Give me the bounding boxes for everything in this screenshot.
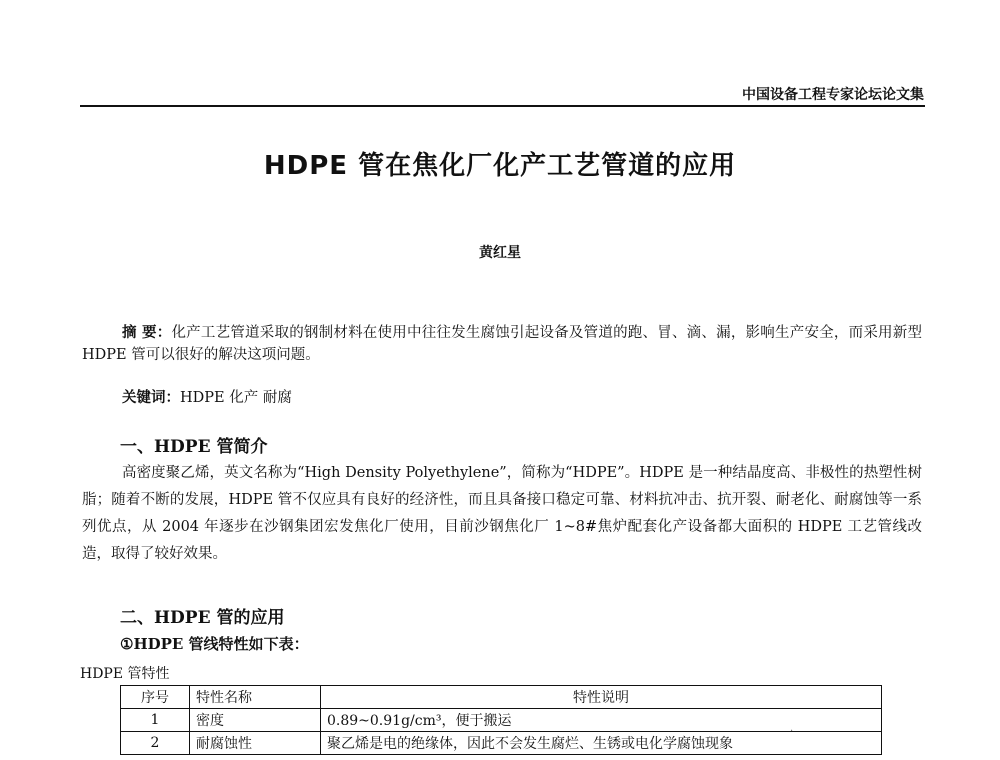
- section-1-body: 高密度聚乙烯，英文名称为“High Density Polyethylene”，简称为“HDPE”。HDPE 是一种结晶度高、非极性的热塑性树脂；随着不断的发展，HDPE 管不仅应具有良好的经济性，而且具备接口稳定可靠、材料抗冲击、抗开裂、耐老化、耐腐蚀等一系列优点，从 2004 年逐步在沙钢集团宏发焦化厂使用，目前沙钢焦化厂 1~8#焦炉配套化产设备都大面积的 HDPE 工艺管线改造，取得了较好效果。: [82, 465, 922, 562]
- keywords-label: 关键词：: [122, 389, 180, 406]
- table-caption: HDPE 管特性: [80, 666, 170, 682]
- properties-table: [120, 685, 882, 755]
- header-cell-name: 特性名称: [190, 686, 321, 709]
- abstract: [82, 322, 922, 366]
- header-cell-description: 特性说明: [321, 686, 882, 709]
- section-2-subtitle: ①HDPE 管线特性如下表：: [120, 635, 309, 653]
- row-2-description: 聚乙烯是电的绝缘体，因此不会发生腐烂、生锈或电化学腐蚀现象: [321, 732, 882, 755]
- row-2-name: 耐腐蚀性: [190, 732, 321, 755]
- abstract-text: 化产工艺管道采取的钢制材料在使用中往往发生腐蚀引起设备及管道的跑、冒、滴、漏，影响生产安全，而采用新型 HDPE 管可以很好的解决这项问题。: [82, 325, 922, 363]
- row-1-name: 密度: [190, 709, 321, 732]
- author-name: 黄红星: [479, 245, 521, 261]
- row-2-index: 2: [121, 732, 190, 755]
- table-row: [121, 732, 882, 755]
- row-1-description: 0.89~0.91g/cm³，便于搬运: [321, 709, 882, 732]
- row-1-index: 1: [121, 709, 190, 732]
- section-2-title: 二、HDPE 管的应用: [120, 608, 285, 628]
- section-1-title: 一、HDPE 管简介: [120, 437, 268, 457]
- page-title: HDPE 管在焦化厂化产工艺管道的应用: [263, 151, 737, 181]
- table-row: [121, 709, 882, 732]
- header-cell-index: 序号: [121, 686, 190, 709]
- keywords-text: HDPE 化产 耐腐: [180, 390, 292, 406]
- keywords: [122, 386, 292, 407]
- collection-header: 中国设备工程专家论坛论文集: [742, 87, 924, 103]
- scan-speck: ·: [790, 726, 794, 737]
- abstract-label: 摘 要：: [122, 324, 172, 341]
- table-header-row: [121, 686, 882, 709]
- header-rule: [80, 105, 925, 107]
